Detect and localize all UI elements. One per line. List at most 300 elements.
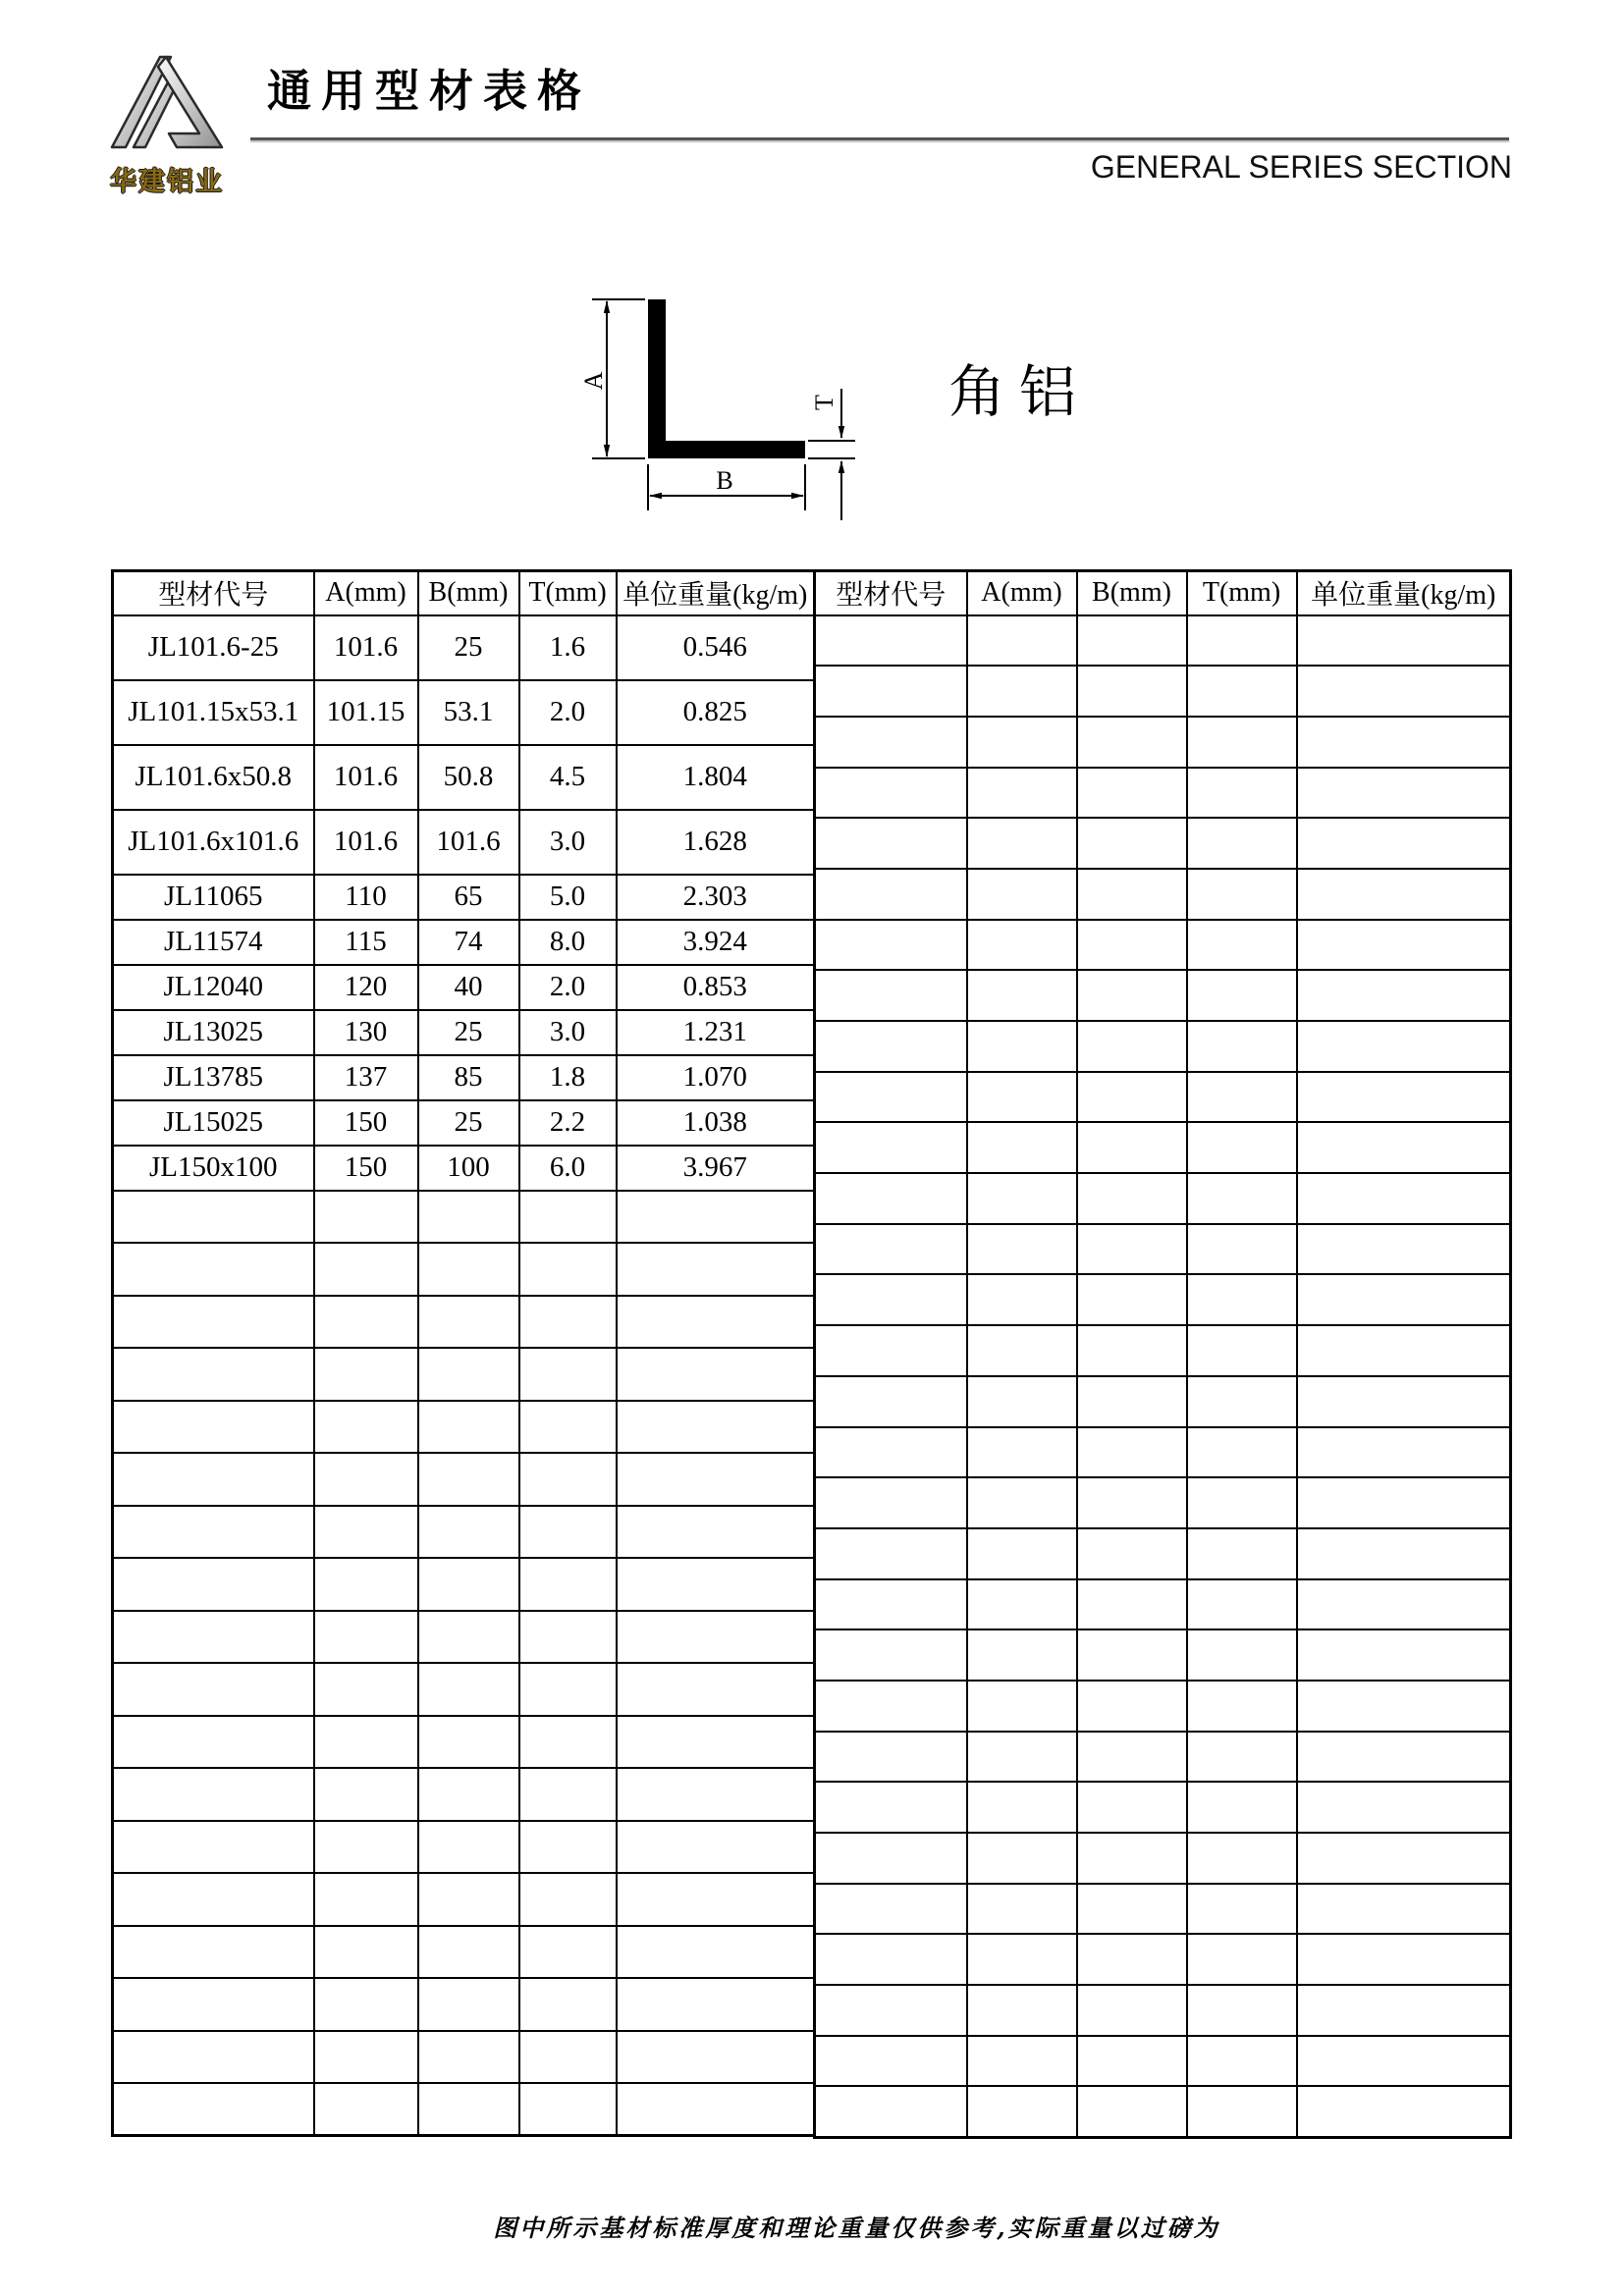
cell-code: JL101.15x53.1	[113, 680, 314, 745]
empty-cell	[617, 1873, 815, 1926]
empty-cell	[967, 920, 1077, 971]
empty-cell	[815, 1325, 967, 1376]
empty-cell	[1077, 1122, 1187, 1173]
empty-cell	[314, 1558, 418, 1611]
cell-t: 2.2	[519, 1100, 617, 1146]
right-table	[813, 569, 1512, 2139]
empty-cell	[113, 1663, 314, 1716]
empty-cell	[617, 1243, 815, 1296]
left-table-body	[113, 615, 815, 2136]
empty-row	[815, 1528, 1511, 1579]
empty-cell	[113, 2083, 314, 2136]
cell-b: 50.8	[418, 745, 519, 810]
empty-row	[113, 1611, 815, 1664]
empty-cell	[967, 1274, 1077, 1325]
empty-cell	[1187, 1934, 1297, 1985]
empty-cell	[1077, 1224, 1187, 1275]
empty-cell	[617, 1453, 815, 1506]
empty-cell	[1077, 1629, 1187, 1681]
cell-b: 101.6	[418, 810, 519, 875]
table-row	[113, 875, 815, 920]
empty-cell	[418, 1453, 519, 1506]
empty-cell	[815, 1833, 967, 1884]
empty-row	[815, 869, 1511, 920]
empty-cell	[967, 717, 1077, 768]
empty-cell	[1077, 2086, 1187, 2137]
empty-cell	[967, 1629, 1077, 1681]
empty-row	[815, 1224, 1511, 1275]
empty-cell	[815, 1072, 967, 1123]
empty-cell	[1297, 1224, 1511, 1275]
cell-code: JL101.6x101.6	[113, 810, 314, 875]
empty-row	[815, 1477, 1511, 1528]
empty-cell	[1187, 1477, 1297, 1528]
empty-cell	[967, 1934, 1077, 1985]
empty-cell	[1187, 1579, 1297, 1630]
empty-cell	[1077, 1477, 1187, 1528]
empty-row	[815, 1732, 1511, 1783]
empty-cell	[314, 1348, 418, 1401]
cell-t: 5.0	[519, 875, 617, 920]
empty-row	[815, 1274, 1511, 1325]
cell-code: JL101.6-25	[113, 615, 314, 680]
empty-cell	[815, 1021, 967, 1072]
page-subtitle: GENERAL SERIES SECTION	[1090, 149, 1512, 185]
empty-cell	[617, 1401, 815, 1454]
empty-cell	[314, 2083, 418, 2136]
empty-cell	[1297, 920, 1511, 971]
empty-cell	[1187, 1122, 1297, 1173]
empty-row	[815, 768, 1511, 819]
empty-cell	[1297, 1732, 1511, 1783]
cell-t: 6.0	[519, 1146, 617, 1191]
empty-cell	[519, 1348, 617, 1401]
empty-cell	[967, 1985, 1077, 2036]
empty-cell	[1297, 1427, 1511, 1478]
empty-cell	[815, 1681, 967, 1732]
empty-cell	[113, 1401, 314, 1454]
empty-cell	[967, 1732, 1077, 1783]
empty-row	[815, 1325, 1511, 1376]
cell-t: 1.6	[519, 615, 617, 680]
empty-cell	[1187, 615, 1297, 667]
empty-cell	[519, 1296, 617, 1349]
column-header: B(mm)	[418, 571, 519, 615]
table-row	[113, 965, 815, 1010]
cell-t: 4.5	[519, 745, 617, 810]
empty-cell	[617, 1558, 815, 1611]
column-header: 单位重量(kg/m)	[617, 571, 815, 615]
empty-cell	[314, 1453, 418, 1506]
empty-cell	[519, 1978, 617, 2031]
empty-cell	[1187, 1528, 1297, 1579]
cell-b: 40	[418, 965, 519, 1010]
cell-w: 2.303	[617, 875, 815, 920]
dim-label-b: B	[716, 466, 733, 495]
cell-code: JL15025	[113, 1100, 314, 1146]
empty-row	[815, 2036, 1511, 2087]
empty-cell	[113, 1243, 314, 1296]
empty-cell	[1297, 1325, 1511, 1376]
empty-row	[815, 1681, 1511, 1732]
empty-cell	[1297, 1833, 1511, 1884]
dim-label-a: A	[579, 371, 608, 391]
cell-t: 8.0	[519, 920, 617, 965]
table-row	[113, 745, 815, 810]
cell-a: 137	[314, 1055, 418, 1100]
empty-row	[815, 1629, 1511, 1681]
empty-cell	[1077, 1376, 1187, 1427]
empty-cell	[1187, 818, 1297, 869]
empty-row	[815, 1934, 1511, 1985]
cell-w: 3.967	[617, 1146, 815, 1191]
empty-cell	[1297, 1782, 1511, 1833]
cell-a: 110	[314, 875, 418, 920]
empty-cell	[113, 1506, 314, 1559]
empty-cell	[1297, 1985, 1511, 2036]
empty-cell	[418, 1663, 519, 1716]
empty-cell	[418, 1243, 519, 1296]
empty-row	[113, 1348, 815, 1401]
cell-w: 1.038	[617, 1100, 815, 1146]
empty-cell	[1077, 1072, 1187, 1123]
empty-cell	[1187, 1072, 1297, 1123]
empty-cell	[418, 1611, 519, 1664]
empty-cell	[1187, 1985, 1297, 2036]
empty-cell	[815, 1629, 967, 1681]
empty-cell	[418, 1191, 519, 1244]
empty-cell	[1297, 768, 1511, 819]
empty-row	[113, 1506, 815, 1559]
empty-cell	[418, 1768, 519, 1821]
cell-a: 101.6	[314, 615, 418, 680]
empty-cell	[519, 2083, 617, 2136]
cell-code: JL11574	[113, 920, 314, 965]
empty-cell	[314, 1663, 418, 1716]
empty-cell	[113, 1978, 314, 2031]
empty-cell	[519, 1663, 617, 1716]
empty-row	[113, 1716, 815, 1769]
empty-cell	[617, 1821, 815, 1874]
empty-cell	[113, 1716, 314, 1769]
empty-cell	[815, 1376, 967, 1427]
cell-a: 130	[314, 1010, 418, 1055]
cell-a: 101.15	[314, 680, 418, 745]
empty-row	[815, 920, 1511, 971]
empty-cell	[1187, 1629, 1297, 1681]
empty-row	[815, 1427, 1511, 1478]
empty-cell	[1297, 666, 1511, 717]
empty-cell	[1077, 1427, 1187, 1478]
cell-code: JL11065	[113, 875, 314, 920]
empty-cell	[815, 1224, 967, 1275]
empty-cell	[1297, 1884, 1511, 1935]
empty-cell	[418, 1558, 519, 1611]
empty-row	[815, 1884, 1511, 1935]
cell-t: 2.0	[519, 680, 617, 745]
empty-cell	[815, 920, 967, 971]
empty-cell	[967, 1884, 1077, 1935]
empty-cell	[418, 2083, 519, 2136]
empty-cell	[1077, 1325, 1187, 1376]
empty-cell	[617, 1611, 815, 1664]
empty-cell	[113, 1558, 314, 1611]
empty-row	[113, 1453, 815, 1506]
empty-row	[113, 1978, 815, 2031]
empty-cell	[617, 1926, 815, 1979]
cell-b: 74	[418, 920, 519, 965]
empty-cell	[519, 1873, 617, 1926]
empty-cell	[519, 1453, 617, 1506]
cell-a: 150	[314, 1146, 418, 1191]
empty-cell	[815, 1732, 967, 1783]
empty-cell	[113, 2031, 314, 2084]
empty-row	[815, 1072, 1511, 1123]
empty-row	[815, 1122, 1511, 1173]
cell-code: JL101.6x50.8	[113, 745, 314, 810]
empty-cell	[519, 1401, 617, 1454]
empty-row	[815, 970, 1511, 1021]
empty-cell	[1187, 666, 1297, 717]
empty-cell	[519, 1716, 617, 1769]
table-row	[113, 615, 815, 680]
empty-cell	[1077, 1173, 1187, 1224]
table-row	[113, 920, 815, 965]
empty-cell	[1297, 1072, 1511, 1123]
cell-a: 150	[314, 1100, 418, 1146]
right-table-body	[815, 615, 1511, 2138]
empty-cell	[815, 1782, 967, 1833]
cell-code: JL13025	[113, 1010, 314, 1055]
empty-cell	[519, 1191, 617, 1244]
empty-cell	[519, 2031, 617, 2084]
empty-cell	[314, 1296, 418, 1349]
empty-row	[815, 1833, 1511, 1884]
empty-cell	[1187, 1274, 1297, 1325]
empty-cell	[418, 1873, 519, 1926]
empty-cell	[519, 1243, 617, 1296]
empty-cell	[815, 1274, 967, 1325]
empty-cell	[113, 1821, 314, 1874]
empty-cell	[314, 2031, 418, 2084]
table-row	[113, 1100, 815, 1146]
cell-t: 3.0	[519, 1010, 617, 1055]
footer-note: 图中所示基材标准厚度和理论重量仅供参考,实际重量以过磅为	[493, 2214, 1220, 2242]
empty-cell	[1077, 768, 1187, 819]
cell-w: 0.825	[617, 680, 815, 745]
empty-cell	[418, 1978, 519, 2031]
empty-cell	[1077, 666, 1187, 717]
cell-w: 1.231	[617, 1010, 815, 1055]
cell-b: 65	[418, 875, 519, 920]
empty-cell	[1297, 970, 1511, 1021]
cell-b: 53.1	[418, 680, 519, 745]
empty-cell	[1077, 1274, 1187, 1325]
empty-row	[815, 717, 1511, 768]
empty-cell	[1077, 1985, 1187, 2036]
empty-row	[113, 1191, 815, 1244]
empty-cell	[1187, 1325, 1297, 1376]
empty-cell	[815, 1173, 967, 1224]
empty-cell	[1297, 1122, 1511, 1173]
empty-cell	[967, 1325, 1077, 1376]
column-header: 型材代号	[113, 571, 314, 615]
empty-cell	[617, 2083, 815, 2136]
empty-cell	[617, 1768, 815, 1821]
empty-cell	[967, 1833, 1077, 1884]
empty-row	[113, 1926, 815, 1979]
empty-row	[815, 1782, 1511, 1833]
column-header: T(mm)	[519, 571, 617, 615]
empty-cell	[617, 1296, 815, 1349]
empty-cell	[1297, 869, 1511, 920]
empty-row	[113, 1243, 815, 1296]
empty-cell	[617, 1716, 815, 1769]
empty-cell	[1297, 717, 1511, 768]
empty-cell	[967, 615, 1077, 667]
empty-cell	[815, 615, 967, 667]
cell-t: 2.0	[519, 965, 617, 1010]
cell-w: 0.853	[617, 965, 815, 1010]
empty-cell	[1077, 615, 1187, 667]
empty-cell	[967, 1224, 1077, 1275]
product-name: 角铝	[948, 360, 1091, 424]
empty-cell	[1297, 1274, 1511, 1325]
empty-cell	[617, 1663, 815, 1716]
empty-cell	[967, 1021, 1077, 1072]
empty-cell	[617, 1348, 815, 1401]
empty-cell	[815, 2086, 967, 2137]
empty-cell	[1297, 1477, 1511, 1528]
empty-cell	[314, 1191, 418, 1244]
empty-cell	[1077, 1021, 1187, 1072]
empty-cell	[617, 2031, 815, 2084]
empty-cell	[1187, 970, 1297, 1021]
empty-cell	[113, 1768, 314, 1821]
table-row	[113, 1010, 815, 1055]
empty-cell	[1187, 1782, 1297, 1833]
empty-cell	[967, 1579, 1077, 1630]
empty-cell	[1077, 1782, 1187, 1833]
header-rule	[250, 137, 1509, 140]
empty-cell	[113, 1348, 314, 1401]
empty-cell	[113, 1453, 314, 1506]
empty-cell	[1297, 2086, 1511, 2137]
page-title: 通用型材表格	[267, 65, 592, 117]
empty-cell	[1077, 2036, 1187, 2087]
empty-row	[113, 2083, 815, 2136]
empty-cell	[1297, 1376, 1511, 1427]
empty-cell	[1187, 1732, 1297, 1783]
empty-cell	[967, 1173, 1077, 1224]
cell-w: 3.924	[617, 920, 815, 965]
empty-row	[815, 1376, 1511, 1427]
l-profile-shape	[648, 299, 805, 458]
cell-b: 25	[418, 1010, 519, 1055]
empty-cell	[314, 1401, 418, 1454]
empty-row	[815, 2086, 1511, 2137]
empty-cell	[1077, 818, 1187, 869]
empty-cell	[815, 2036, 967, 2087]
column-header: A(mm)	[967, 571, 1077, 615]
empty-cell	[113, 1191, 314, 1244]
empty-cell	[1077, 869, 1187, 920]
cell-code: JL13785	[113, 1055, 314, 1100]
cell-w: 1.628	[617, 810, 815, 875]
cell-t: 1.8	[519, 1055, 617, 1100]
empty-cell	[113, 1926, 314, 1979]
empty-cell	[815, 768, 967, 819]
empty-cell	[418, 1506, 519, 1559]
empty-row	[815, 818, 1511, 869]
logo-text: 华建铝业	[110, 167, 224, 196]
empty-cell	[418, 1716, 519, 1769]
empty-cell	[617, 1506, 815, 1559]
empty-cell	[1187, 920, 1297, 971]
empty-cell	[967, 2036, 1077, 2087]
empty-row	[815, 666, 1511, 717]
empty-cell	[519, 1611, 617, 1664]
empty-cell	[1187, 2036, 1297, 2087]
empty-row	[113, 1401, 815, 1454]
empty-cell	[314, 1611, 418, 1664]
empty-cell	[1077, 1528, 1187, 1579]
cell-code: JL150x100	[113, 1146, 314, 1191]
empty-cell	[113, 1296, 314, 1349]
empty-cell	[418, 1296, 519, 1349]
empty-cell	[1187, 869, 1297, 920]
empty-row	[815, 1985, 1511, 2036]
empty-cell	[1297, 818, 1511, 869]
empty-cell	[967, 1122, 1077, 1173]
empty-cell	[815, 869, 967, 920]
empty-cell	[1297, 2036, 1511, 2087]
empty-cell	[967, 869, 1077, 920]
empty-cell	[815, 1934, 967, 1985]
empty-cell	[1187, 1173, 1297, 1224]
empty-cell	[314, 1768, 418, 1821]
empty-cell	[113, 1611, 314, 1664]
column-header: A(mm)	[314, 571, 418, 615]
empty-cell	[1077, 1579, 1187, 1630]
table-row	[113, 810, 815, 875]
empty-row	[113, 1663, 815, 1716]
cell-a: 115	[314, 920, 418, 965]
empty-cell	[815, 1985, 967, 2036]
empty-cell	[967, 1427, 1077, 1478]
empty-cell	[815, 1884, 967, 1935]
empty-cell	[314, 1873, 418, 1926]
table-row	[113, 1055, 815, 1100]
empty-cell	[314, 1243, 418, 1296]
empty-cell	[1297, 1021, 1511, 1072]
empty-cell	[1187, 2086, 1297, 2137]
empty-cell	[519, 1506, 617, 1559]
column-header: 单位重量(kg/m)	[1297, 571, 1511, 615]
empty-cell	[815, 717, 967, 768]
empty-cell	[967, 1477, 1077, 1528]
empty-row	[113, 1873, 815, 1926]
table-row	[113, 680, 815, 745]
empty-cell	[519, 1768, 617, 1821]
empty-cell	[418, 2031, 519, 2084]
empty-cell	[815, 1427, 967, 1478]
empty-cell	[967, 768, 1077, 819]
empty-cell	[967, 1528, 1077, 1579]
empty-cell	[815, 970, 967, 1021]
cell-w: 0.546	[617, 615, 815, 680]
empty-cell	[1077, 1681, 1187, 1732]
